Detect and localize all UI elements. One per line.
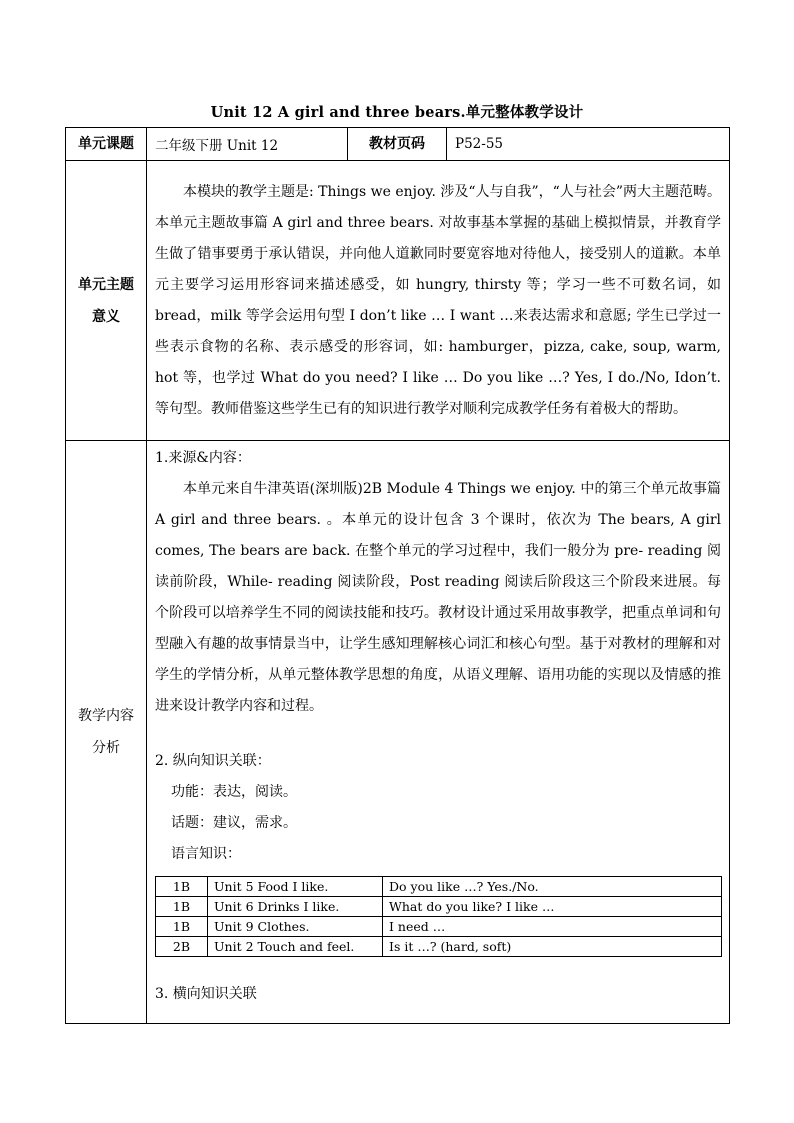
- spacer: [147, 963, 729, 979]
- table-row: [156, 877, 722, 897]
- unit-cell: Unit 9 Clothes.: [208, 917, 383, 937]
- spacer: [147, 722, 729, 746]
- pattern-cell: I need …: [383, 917, 722, 937]
- pattern-cell: What do you like? I like …: [383, 897, 722, 917]
- unit-cell: Unit 6 Drinks I like.: [208, 897, 383, 917]
- content-analysis-cell: [147, 441, 730, 1024]
- content-analysis-label: 教学内容分析: [66, 441, 147, 1024]
- grade-cell: 1B: [156, 917, 208, 937]
- page-range-value: P52-55: [447, 128, 730, 161]
- grade-cell: 2B: [156, 937, 208, 957]
- language-knowledge-line: 语言知识：: [171, 846, 241, 862]
- pattern-cell: Do you like …? Yes./No.: [383, 877, 722, 897]
- table-row: [156, 937, 722, 957]
- unit-cell: Unit 5 Food I like.: [208, 877, 383, 897]
- page-range-label: 教材页码: [348, 128, 447, 161]
- grade-cell: 1B: [156, 877, 208, 897]
- unit-topic-label: 单元课题: [66, 128, 147, 161]
- theme-meaning-label: 单元主题意义: [66, 161, 147, 441]
- topic-line: 话题：建议，需求。: [171, 815, 297, 831]
- knowledge-table: [155, 876, 722, 957]
- unit-topic-value: 二年级下册 Unit 12: [147, 128, 348, 161]
- unit-topic-row: [66, 128, 730, 161]
- grade-cell: 1B: [156, 897, 208, 917]
- theme-meaning-row: [66, 161, 730, 441]
- content-analysis-row: [66, 441, 730, 1024]
- vertical-knowledge-heading: 2. 纵向知识关联：: [155, 753, 271, 769]
- pattern-cell: Is it …? (hard, soft): [383, 937, 722, 957]
- function-line: 功能：表达，阅读。: [171, 784, 297, 800]
- theme-meaning-cell: [147, 161, 730, 441]
- table-row: [156, 897, 722, 917]
- source-heading: 1.来源&内容：: [155, 450, 251, 466]
- unit-design-table: [65, 127, 730, 1024]
- table-row: [156, 917, 722, 937]
- theme-meaning-text: 本模块的教学主题是: Things we enjoy. 涉及“人与自我”，“人与社会”两大主题范畴。本单元主题故事篇 A girl and three bears. 对故事基本掌握的基础上模拟情景，并教育学生做了错事要勇于承认错误，并向他人道歉同时要宽容地对待他人，接受别人的道歉。本单元主要学习运用形容词来描述感受，如 hungry, thirsty 等；学习一些不可数名词，如 bread，milk 等学会运用句型 I don’t like … I want …来表达需求和意愿; 学生已学过一些表示食物的名称、表示感受的形容词，如: hamburger，pizza, cake, soup, warm, hot 等，也学过 What do you need? I like … Do you like …? Yes, I do./No, Idon’t. 等句型。教师借鉴这些学生已有的知识进行教学对顺利完成教学任务有着极大的帮助。: [155, 183, 721, 417]
- document-title: Unit 12 A girl and three bears.单元整体教学设计: [210, 104, 584, 121]
- horizontal-knowledge-heading: 3. 横向知识关联: [155, 986, 257, 1002]
- source-text: 本单元来自牛津英语(深圳版)2B Module 4 Things we enjoy. 中的第三个单元故事篇 A girl and three bears. 。本单元的设计包含 3 个课时，依次为 The bears, A girl comes, The bears are back. 在整个单元的学习过程中，我们一般分为 pre- reading 阅读前阶段，While- reading 阅读阶段，Post reading 阅读后阶段这三个阶段来进展。每个阶段可以培养学生不同的阅读技能和技巧。教材设计通过采用故事教学，把重点单词和句型融入有趣的故事情景当中，让学生感知理解核心词汇和核心句型。基于对教材的理解和对学生的学情分析，从单元整体教学思想的角度，从语义理解、语用功能的实现以及情感的推进来设计教学内容和过程。: [155, 481, 721, 714]
- unit-cell: Unit 2 Touch and feel.: [208, 937, 383, 957]
